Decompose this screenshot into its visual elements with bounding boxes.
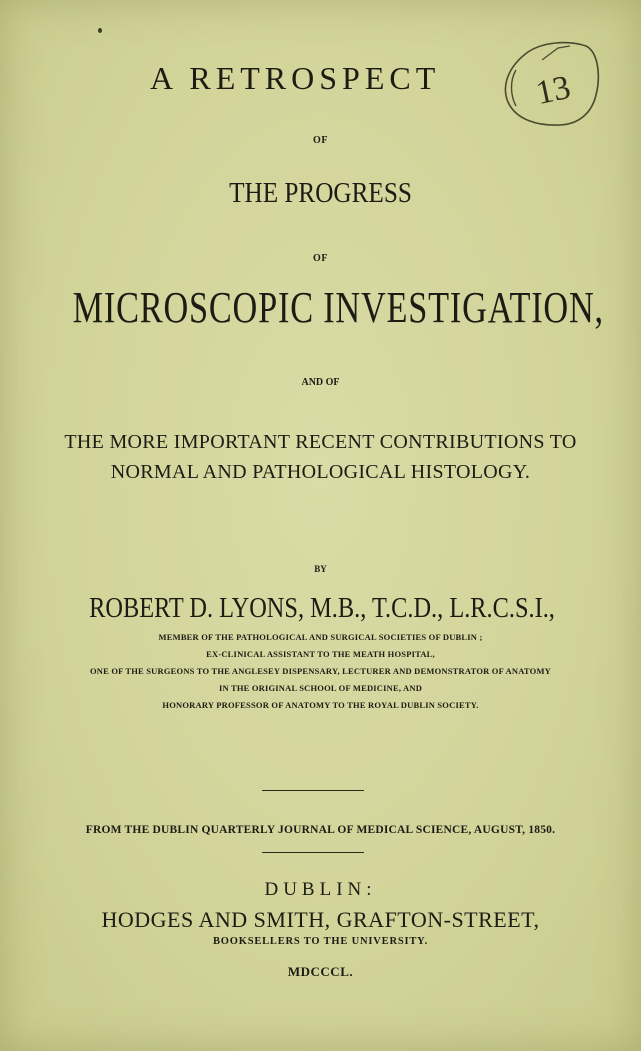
credential-line-3: ONE OF THE SURGEONS TO THE ANGLESEY DISPENSARY, LECTURER AND DEMONSTRATOR OF ANATOMY xyxy=(89,666,552,676)
credential-line-4: IN THE ORIGINAL SCHOOL OF MEDICINE, AND xyxy=(218,683,423,693)
divider-rule-bottom xyxy=(262,852,364,853)
author-name: ROBERT D. LYONS, M.B., T.C.D., L.R.C.S.I., xyxy=(89,592,555,624)
credential-line-5: HONORARY PROFESSOR OF ANATOMY TO THE ROYAL DUBLIN SOCIETY. xyxy=(162,700,479,710)
title-retrospect: A RETROSPECT xyxy=(150,60,441,96)
imprint-booksellers: BOOKSELLERS TO THE UNIVERSITY. xyxy=(212,936,429,947)
library-stamp-mark xyxy=(498,40,602,130)
stamp-number: 13 xyxy=(532,68,574,113)
credential-line-2: EX-CLINICAL ASSISTANT TO THE MEATH HOSPITAL, xyxy=(206,649,435,659)
by-label: BY xyxy=(314,564,327,574)
imprint-publisher: HODGES AND SMITH, GRAFTON-STREET, xyxy=(101,907,540,932)
credential-line-1: MEMBER OF THE PATHOLOGICAL AND SURGICAL SOCIETIES OF DUBLIN ; xyxy=(158,632,483,642)
and-of-connector: AND OF xyxy=(301,377,340,388)
journal-source: FROM THE DUBLIN QUARTERLY JOURNAL OF MEDICAL SCIENCE, AUGUST, 1850. xyxy=(85,824,556,836)
imprint-year: MDCCCL. xyxy=(287,964,354,979)
imprint-city: DUBLIN: xyxy=(264,879,377,900)
contributions-line-2: NORMAL AND PATHOLOGICAL HISTOLOGY. xyxy=(110,461,531,483)
of-connector-1: OF xyxy=(313,135,328,146)
ink-speck xyxy=(98,28,102,33)
of-connector-2: OF xyxy=(313,253,328,264)
heading-microscopic-investigation: MICROSCOPIC INVESTIGATION, xyxy=(72,283,604,332)
divider-rule-top xyxy=(262,790,364,791)
heading-the-progress: THE PROGRESS xyxy=(229,178,412,209)
contributions-line-1: THE MORE IMPORTANT RECENT CONTRIBUTIONS TO xyxy=(64,431,577,453)
